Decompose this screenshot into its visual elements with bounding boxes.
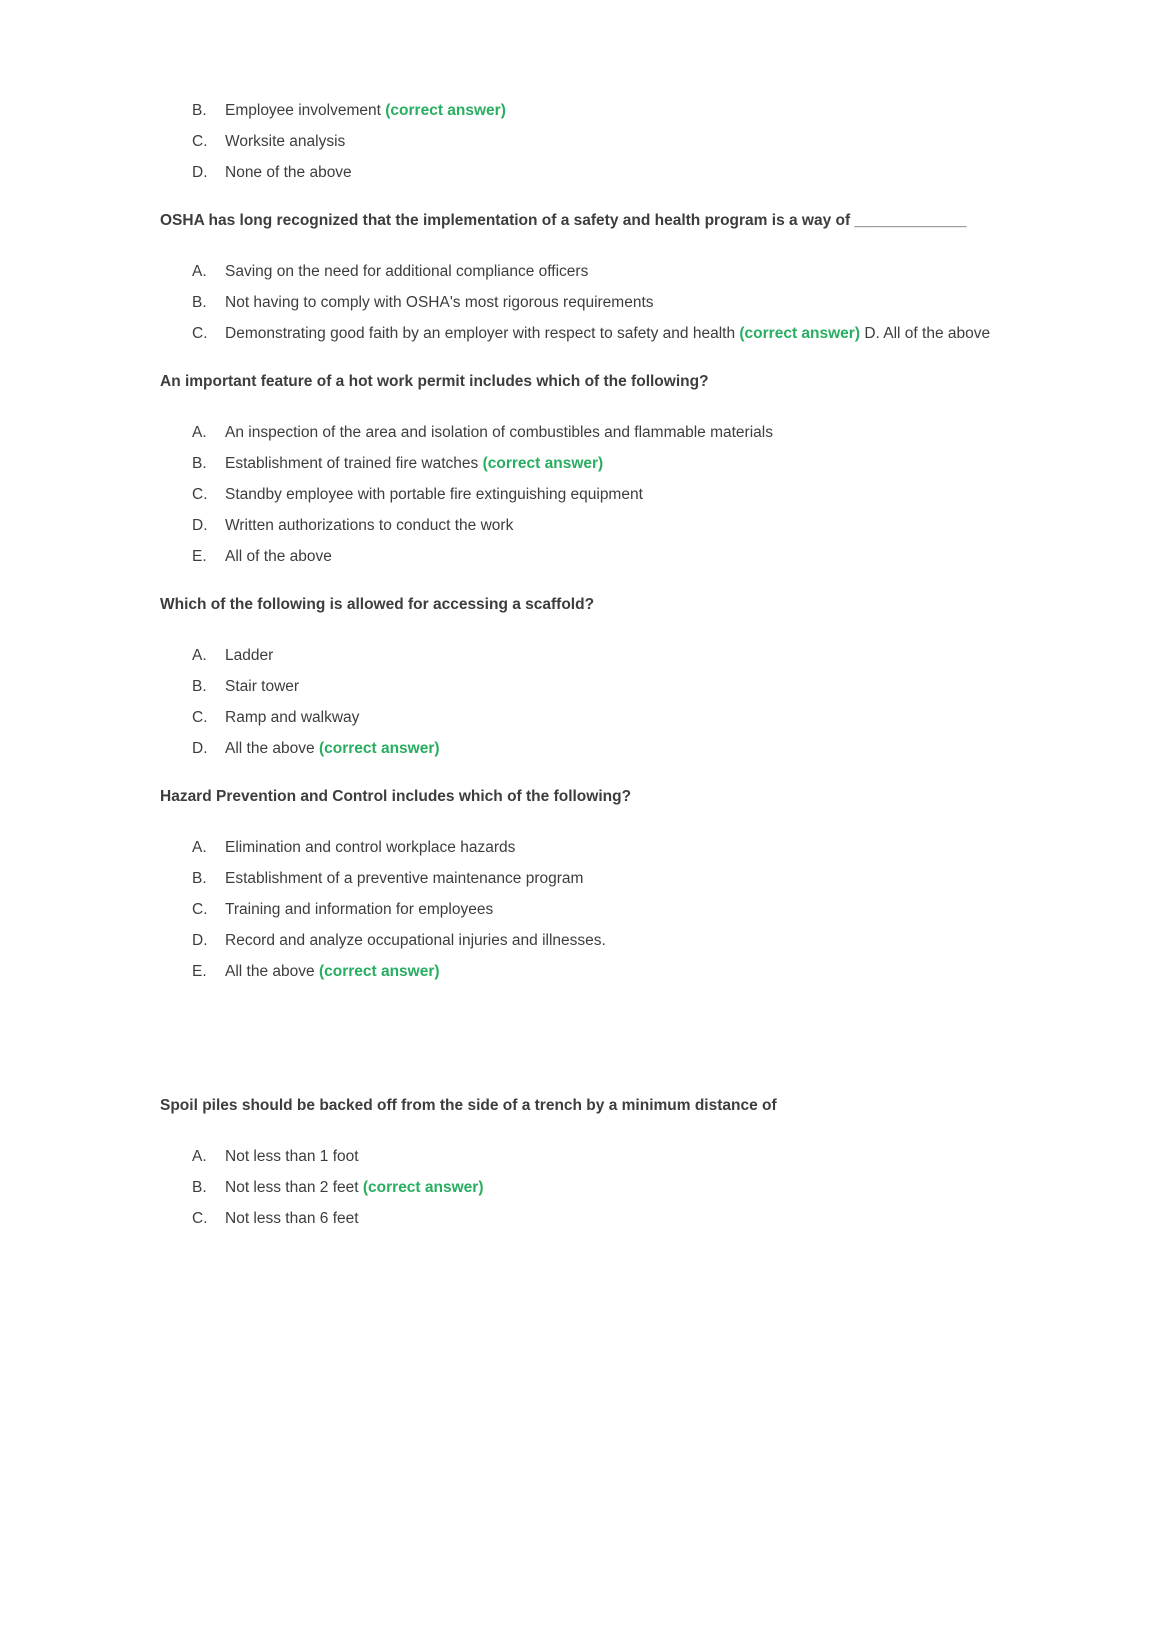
- option-text: Not less than 1 foot: [225, 1148, 359, 1165]
- option-text: Ramp and walkway: [225, 709, 360, 726]
- option-body: [225, 738, 1028, 760]
- correct-answer-marker: (correct answer): [385, 102, 506, 119]
- option-letter: B.: [192, 870, 207, 887]
- option-letter: A.: [192, 647, 207, 664]
- option-letter: D.: [192, 932, 208, 949]
- question-title: Hazard Prevention and Control includes which of the following?: [160, 788, 632, 805]
- option-letter: E.: [192, 548, 207, 565]
- question-block: [160, 1095, 1028, 1230]
- option-letter: A.: [192, 424, 207, 441]
- answer-option: [192, 707, 1028, 729]
- question-block: [160, 210, 1028, 345]
- answer-option: [192, 1208, 1028, 1230]
- answer-option: [192, 323, 1028, 345]
- option-text: Ladder: [225, 647, 274, 664]
- option-body: [225, 261, 1028, 283]
- option-body: [225, 899, 1028, 921]
- answer-option: [192, 100, 1028, 122]
- option-body: [225, 484, 1028, 506]
- answer-option: [192, 1177, 1028, 1199]
- option-text: Record and analyze occupational injuries and illnesses.: [225, 932, 606, 949]
- option-letter: C.: [192, 486, 208, 503]
- options-list: [160, 837, 1028, 983]
- answer-option: [192, 899, 1028, 921]
- option-body: [225, 1146, 1028, 1168]
- answer-option: [192, 131, 1028, 153]
- option-text: Training and information for employees: [225, 901, 494, 918]
- option-text: Not less than 6 feet: [225, 1210, 359, 1227]
- option-body: [225, 546, 1028, 568]
- option-body: [225, 515, 1028, 537]
- option-letter: C.: [192, 133, 208, 150]
- question-title: Which of the following is allowed for accessing a scaffold?: [160, 596, 595, 613]
- option-body: [225, 961, 1028, 983]
- question-block: [160, 786, 1028, 983]
- answer-option: [192, 961, 1028, 983]
- correct-answer-marker: (correct answer): [318, 740, 440, 757]
- option-text: Stair tower: [225, 678, 300, 695]
- answer-option: [192, 453, 1028, 475]
- answer-option: [192, 837, 1028, 859]
- option-text: None of the above: [225, 164, 352, 181]
- option-body: [225, 1208, 1028, 1230]
- answer-option: [192, 515, 1028, 537]
- option-text: Demonstrating good faith by an employer with respect to safety and health: [225, 325, 736, 342]
- question-title: OSHA has long recognized that the implementation of a safety and health program is a way of _____________: [160, 212, 967, 229]
- question-block: [160, 594, 1028, 760]
- option-body: [225, 676, 1028, 698]
- answer-option: [192, 484, 1028, 506]
- option-text: All of the above: [225, 548, 332, 565]
- option-letter: C.: [192, 709, 208, 726]
- answer-option: [192, 738, 1028, 760]
- option-suffix-text: D. All of the above: [864, 325, 991, 342]
- option-letter: D.: [192, 517, 208, 534]
- option-letter: A.: [192, 263, 207, 280]
- option-letter: C.: [192, 1210, 208, 1227]
- option-body: [225, 131, 1028, 153]
- correct-answer-marker: (correct answer): [318, 963, 440, 980]
- option-text: Elimination and control workplace hazards: [225, 839, 516, 856]
- option-body: [225, 1177, 1028, 1199]
- options-list: [160, 261, 1028, 345]
- option-body: [225, 453, 1028, 475]
- option-text: Establishment of a preventive maintenance program: [225, 870, 584, 887]
- option-text: Worksite analysis: [225, 133, 346, 150]
- options-list: [160, 422, 1028, 568]
- correct-answer-marker: (correct answer): [739, 325, 860, 342]
- option-letter: B.: [192, 455, 207, 472]
- options-list: [160, 1146, 1028, 1230]
- option-letter: D.: [192, 740, 208, 757]
- option-text: All the above: [225, 740, 315, 757]
- option-letter: B.: [192, 294, 207, 311]
- option-text: An inspection of the area and isolation of combustibles and flammable materials: [225, 424, 773, 441]
- answer-option: [192, 930, 1028, 952]
- option-body: [225, 645, 1028, 667]
- option-letter: C.: [192, 901, 208, 918]
- option-body: [225, 162, 1028, 184]
- option-body: [225, 707, 1028, 729]
- option-body: [225, 292, 1028, 314]
- option-letter: D.: [192, 164, 208, 181]
- option-text: Standby employee with portable fire extinguishing equipment: [225, 486, 643, 503]
- option-text: Establishment of trained fire watches: [225, 455, 479, 472]
- answer-option: [192, 162, 1028, 184]
- answer-option: [192, 261, 1028, 283]
- answer-option: [192, 645, 1028, 667]
- option-text: All the above: [225, 963, 315, 980]
- option-body: [225, 422, 1028, 444]
- option-letter: A.: [192, 1148, 207, 1165]
- option-body: [225, 930, 1028, 952]
- answer-option: [192, 292, 1028, 314]
- option-body: [225, 868, 1028, 890]
- option-letter: A.: [192, 839, 207, 856]
- answer-option: [192, 1146, 1028, 1168]
- option-letter: B.: [192, 678, 207, 695]
- option-text: Not having to comply with OSHA's most rigorous requirements: [225, 294, 654, 311]
- question-block: [160, 371, 1028, 568]
- question-title: An important feature of a hot work permit includes which of the following?: [160, 373, 709, 390]
- option-body: [225, 323, 1028, 345]
- option-body: [225, 100, 1028, 122]
- answer-option: [192, 676, 1028, 698]
- correct-answer-marker: (correct answer): [362, 1179, 484, 1196]
- option-letter: B.: [192, 102, 207, 119]
- options-list: [160, 645, 1028, 760]
- answer-option: [192, 868, 1028, 890]
- option-letter: E.: [192, 963, 207, 980]
- option-letter: C.: [192, 325, 208, 342]
- continuation-options: [160, 100, 1028, 184]
- option-text: Employee involvement: [225, 102, 381, 119]
- option-text: Written authorizations to conduct the work: [225, 517, 514, 534]
- answer-option: [192, 546, 1028, 568]
- option-letter: B.: [192, 1179, 207, 1196]
- correct-answer-marker: (correct answer): [482, 455, 604, 472]
- answer-option: [192, 422, 1028, 444]
- questions-container: [160, 210, 1028, 1230]
- option-text: Saving on the need for additional compliance officers: [225, 263, 589, 280]
- option-body: [225, 837, 1028, 859]
- option-text: Not less than 2 feet: [225, 1179, 359, 1196]
- question-title: Spoil piles should be backed off from the side of a trench by a minimum distance of: [160, 1097, 777, 1114]
